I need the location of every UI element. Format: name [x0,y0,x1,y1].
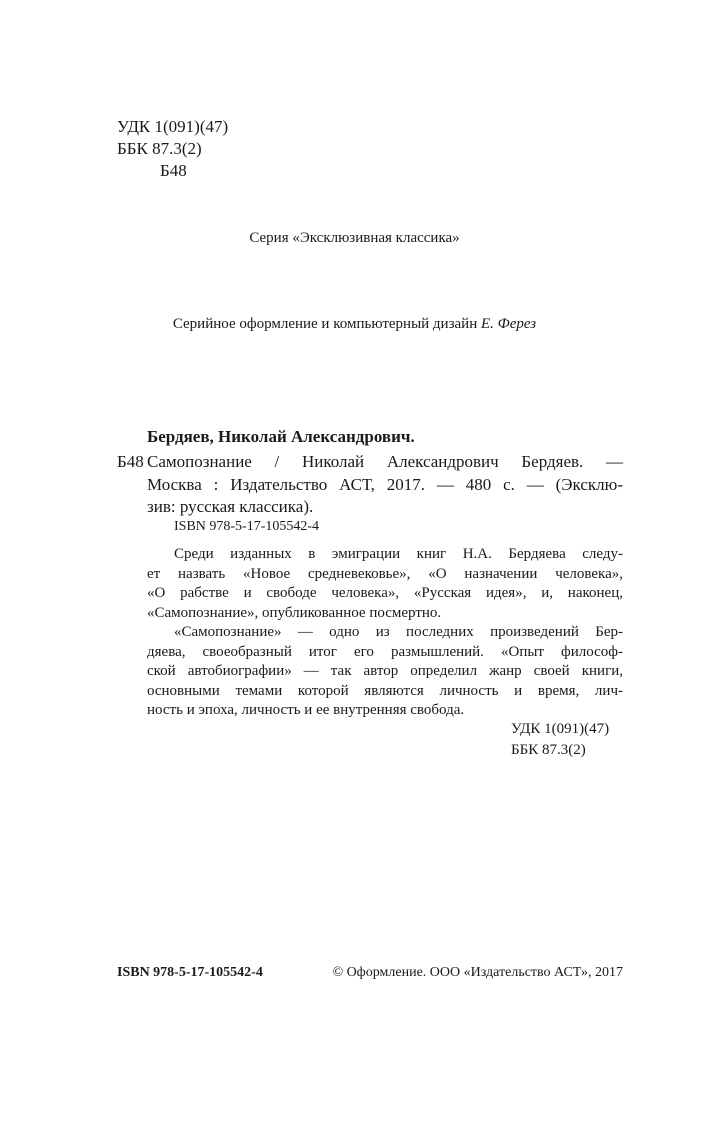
bib-line: Самопознание / Николай Александрович Бердяев. — [147,452,623,471]
isbn-entry: ISBN 978-5-17-105542-4 [174,519,320,534]
author-sign-top: Б48 [160,161,187,180]
bbk-code-top: ББК 87.3(2) [117,139,202,158]
annotation-line: Среди изданных в эмиграции книг Н.А. Бердяева следу- [174,546,623,562]
annotation-line: «О рабстве и свободе человека», «Русская идея», и, наконец, [147,585,623,601]
annotation-line: ской автобиографии» — так автор определил жанр своей книги, [147,663,623,679]
author-sign-entry: Б48 [117,452,144,471]
series-title: Серия «Эксклюзивная классика» [249,230,460,246]
author-heading: Бердяев, Николай Александрович. [147,427,415,446]
annotation-line: дяева, своеобразный итог его размышлений. «Опыт философ- [147,643,623,660]
udk-code-bottom: УДК 1(091)(47) [511,721,610,737]
footer-copyright: © Оформление. ООО «Издательство АСТ», 2017 [332,965,623,980]
annotation-line: ность и эпоха, личность и ее внутренняя свобода. [147,702,465,718]
udk-code-top: УДК 1(091)(47) [117,117,229,136]
bib-line: зив: русская классика). [147,497,314,516]
designer-name: Е. Ферез [480,316,537,332]
bib-line: Москва : Издательство АСТ, 2017. — 480 с. — (Эксклю- [147,474,623,494]
footer [117,965,623,981]
design-credit-text: Серийное оформление и компьютерный дизайн [172,316,481,332]
annotation-line: ет назвать «Новое средневековье», «О назначении человека», [147,565,623,582]
annotation-line: основными темами которой являются личность и время, лич- [147,682,623,699]
annotation [147,545,623,721]
bbk-code-bottom: ББК 87.3(2) [511,742,586,758]
footer-isbn: ISBN 978-5-17-105542-4 [117,965,263,980]
annotation-line: «Самопознание», опубликованное посмертно. [147,604,442,621]
bibliographic-description [147,451,623,519]
annotation-line: «Самопознание» — одно из последних произведений Бер- [174,624,623,640]
design-credit [0,317,709,332]
